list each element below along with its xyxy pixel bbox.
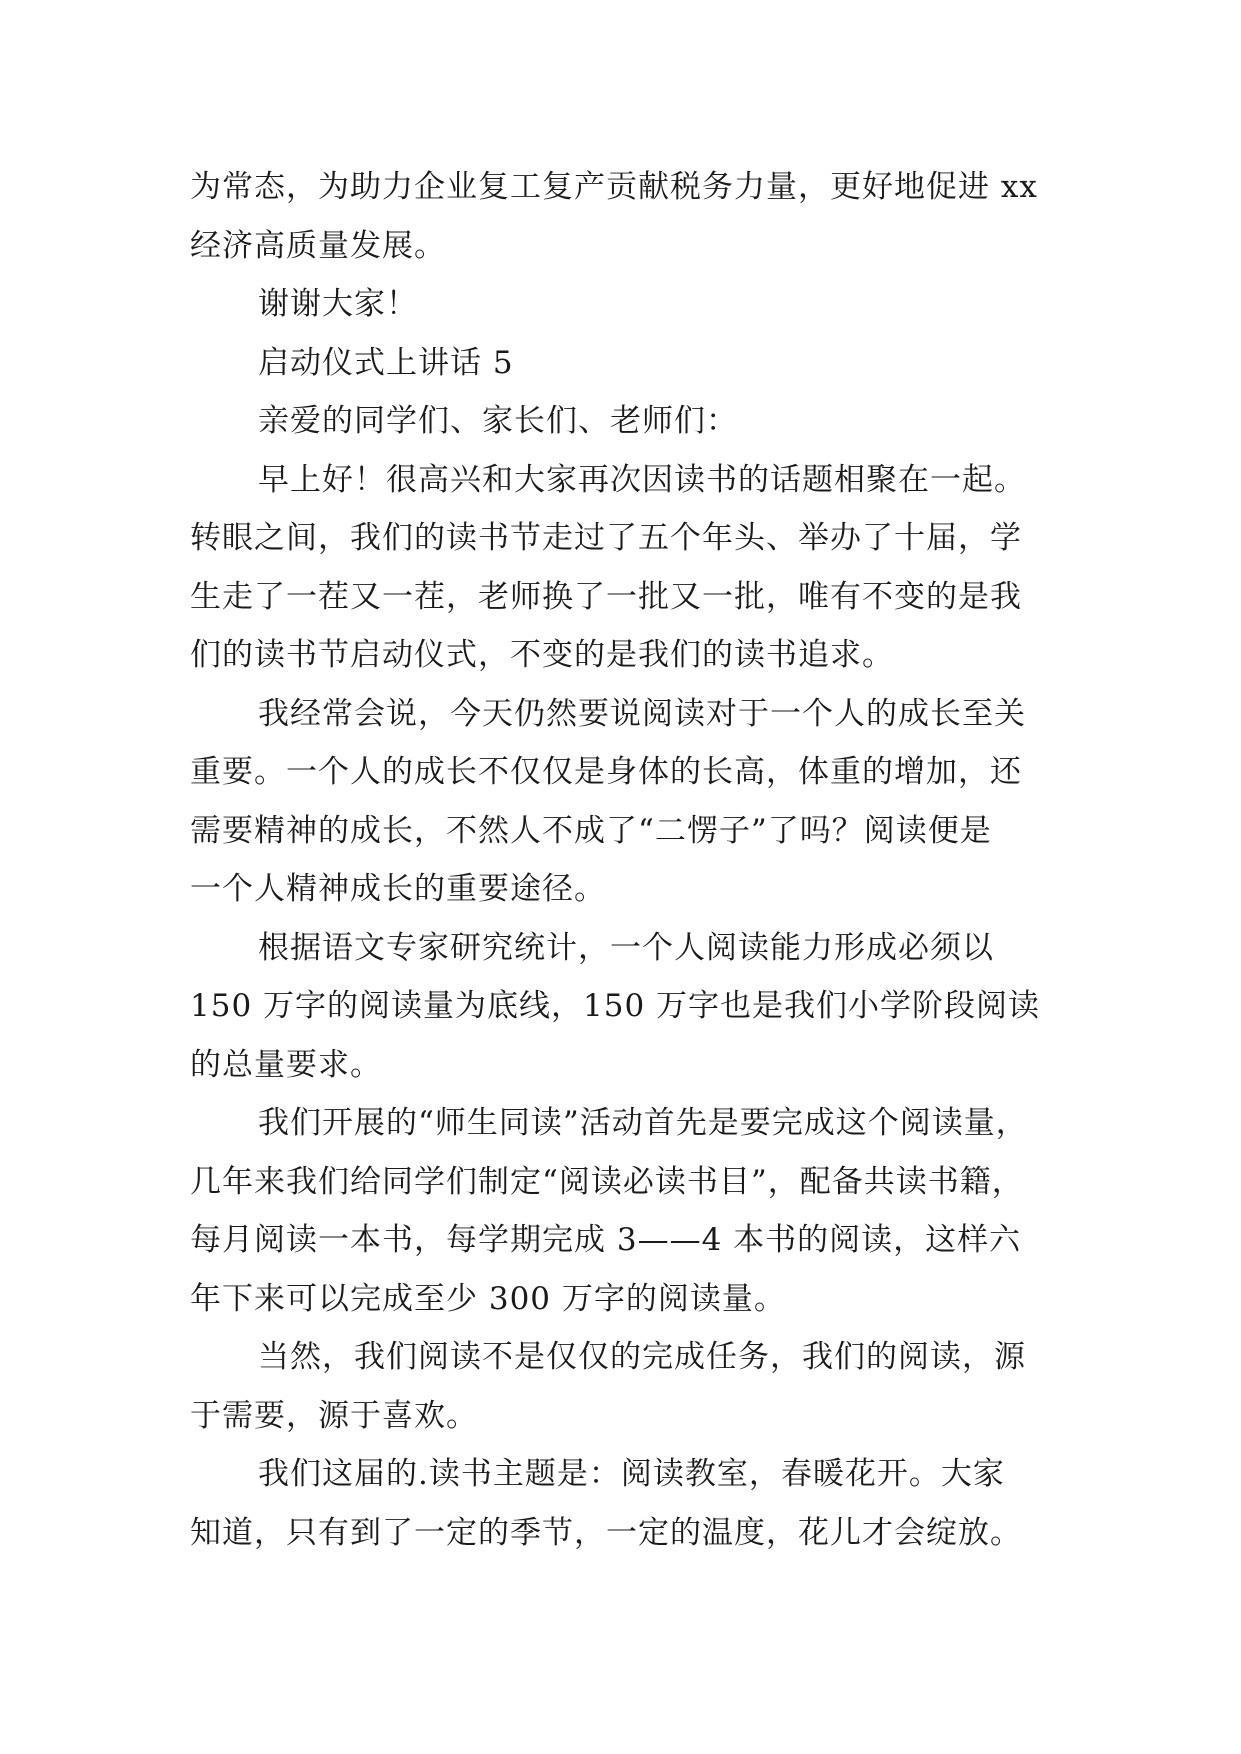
text-line: 我们这届的.读书主题是：阅读教室，春暖花开。大家	[258, 1456, 1005, 1492]
text-line: 150 万字的阅读量为底线，150 万字也是我们小学阶段阅读	[190, 988, 1041, 1024]
section-heading: 启动仪式上讲话 5	[258, 344, 514, 381]
text-line: 需要精神的成长，不然人不成了“二愣子”了吗？阅读便是	[190, 812, 992, 849]
document-body	[190, 158, 1070, 1562]
text-line: 生走了一茬又一茬，老师换了一批又一批，唯有不变的是我	[190, 578, 1022, 615]
text-line: 知道，只有到了一定的季节，一定的温度，花儿才会绽放。	[190, 1514, 1022, 1551]
text-line: 为常态，为助力企业复工复产贡献税务力量，更好地促进 xx	[190, 169, 1038, 205]
text-line: 于需要，源于喜欢。	[190, 1397, 478, 1434]
text-line: 我们开展的“师生同读”活动首先是要完成这个阅读量，	[258, 1105, 1028, 1141]
text-line: 当然，我们阅读不是仅仅的完成任务，我们的阅读，源	[258, 1339, 1026, 1375]
text-line: 我经常会说，今天仍然要说阅读对于一个人的成长至关	[258, 695, 1026, 732]
text-line: 重要。一个人的成长不仅仅是身体的长高，体重的增加，还	[190, 754, 1022, 790]
text-line: 谢谢大家！	[258, 286, 418, 322]
text-line: 根据语文专家研究统计，一个人阅读能力形成必须以	[258, 929, 994, 966]
text-line: 们的读书节启动仪式，不变的是我们的读书追求。	[190, 637, 894, 673]
text-line: 转眼之间，我们的读书节走过了五个年头、举办了十届，学	[190, 520, 1022, 556]
text-line: 年下来可以完成至少 300 万字的阅读量。	[190, 1280, 786, 1317]
text-line: 每月阅读一本书，每学期完成 3——4 本书的阅读，这样六	[190, 1222, 1022, 1258]
salutation: 亲爱的同学们、家长们、老师们：	[258, 403, 738, 439]
text-line: 的总量要求。	[190, 1046, 382, 1083]
text-line: 经济高质量发展。	[190, 227, 446, 264]
text-line: 早上好！很高兴和大家再次因读书的话题相聚在一起。	[258, 461, 1026, 498]
text-line: 一个人精神成长的重要途径。	[190, 871, 606, 907]
text-line: 几年来我们给同学们制定“阅读必读书目”，配备共读书籍，	[190, 1163, 1024, 1200]
